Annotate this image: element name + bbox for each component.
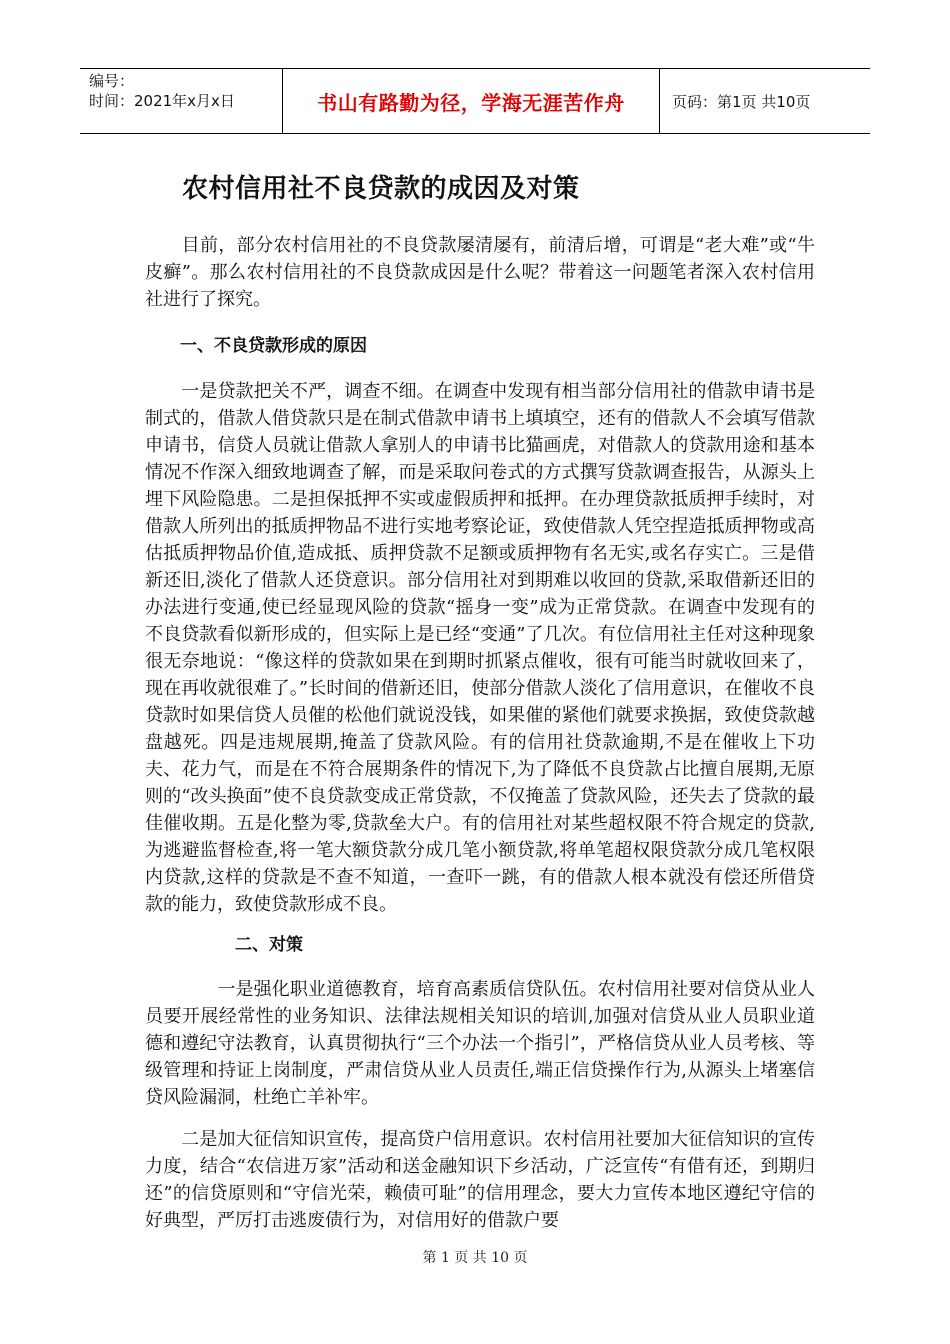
header-meta <box>80 69 283 133</box>
document-header <box>80 68 870 134</box>
causes-paragraph: 一是贷款把关不严，调查不细。在调查中发现有相当部分信用社的借款申请书是制式的，借款人借贷款只是在制式借款申请书上填填空，还有的借款人不会填写借款申请书，信贷人员就让借款人拿别人的申请书比猫画虎，对借款人的贷款用途和基本情况不作深入细致地调查了解，而是采取问卷式的方式撰写贷款调查报告，从源头上埋下风险隐患。二是担保抵押不实或虚假质押和抵押。在办理贷款抵质押手续时，对借款人所列出的抵质押物品不进行实地考察论证，致使借款人凭空捏造抵质押物或高估抵质押物品价值,造成抵、质押贷款不足额或质押物有名无实,或名存实亡。三是借新还旧,淡化了借款人还贷意识。部分信用社对到期难以收回的贷款,采取借新还旧的办法进行变通,使已经显现风险的贷款“摇身一变”成为正常贷款。在调查中发现有的不良贷款看似新形成的，但实际上是已经“变通”了几次。有位信用社主任对这种现象很无奈地说：“像这样的贷款如果在到期时抓紧点催收，很有可能当时就收回来了，现在再收就很难了。”长时间的借新还旧，使部分借款人淡化了信用意识，在催收不良贷款时如果信贷人员催的松他们就说没钱，如果催的紧他们就要求换据，致使贷款越盘越死。四是违规展期,掩盖了贷款风险。有的信用社贷款逾期,不是在催收上下功夫、花力气，而是在不符合展期条件的情况下,为了降低不良贷款占比擅自展期,无原则的“改头换面”使不良贷款变成正常贷款，不仅掩盖了贷款风险，还失去了贷款的最佳催收期。五是化整为零,贷款垒大户。有的信用社对某些超权限不符合规定的贷款,为逃避监督检查,将一笔大额贷款分成几笔小额贷款,将单笔超权限贷款分成几笔权限内贷款,这样的贷款是不查不知道，一查吓一跳，有的借款人根本就没有偿还所借贷款的能力，致使贷款形成不良。 <box>145 381 815 915</box>
header-motto: 书山有路勤为径，学海无涯苦作舟 <box>283 69 660 133</box>
page-footer: 第 1 页 共 10 页 <box>422 1250 528 1266</box>
measures-paragraph-2: 二是加大征信知识宣传，提高贷户信用意识。农村信用社要加大征信知识的宣传力度，结合“农信进万家”活动和送金融知识下乡活动，广泛宣传“有借有还，到期归还”的信贷原则和“守信光荣，赖债可耻”的信用理念，要大力宣传本地区遵纪守信的好典型，严厉打击逃废债行为，对信用好的借款户要 <box>145 1129 815 1231</box>
section-heading-causes: 一、不良贷款形成的原因 <box>180 336 367 356</box>
section-heading-measures: 二、对策 <box>235 935 303 955</box>
measures-paragraph-1: 一是强化职业道德教育，培育高素质信贷队伍。农村信用社要对信贷从业人员要开展经常性的业务知识、法律法规相关知识的培训,加强对信贷从业人员职业道德和遵纪守法教育，认真贯彻执行“三个办法一个指引”，严格信贷从业人员考核、等级管理和持证上岗制度，严肃信贷从业人员责任,端正信贷操作行为,从源头上堵塞信贷风险漏洞，杜绝亡羊补牢。 <box>145 979 815 1108</box>
document-title: 农村信用社不良贷款的成因及对策 <box>182 174 580 204</box>
intro-paragraph: 目前，部分农村信用社的不良贷款屡清屡有，前清后增，可谓是“老大难”或“牛皮癣”。那么农村信用社的不良贷款成因是什么呢？带着这一问题笔者深入农村信用社进行了探究。 <box>145 235 815 310</box>
number-label: 编号： <box>89 72 135 90</box>
date-label: 时间：2021年x月x日 <box>89 92 235 110</box>
header-page-info: 页码：第1页 共10页 <box>672 92 811 111</box>
